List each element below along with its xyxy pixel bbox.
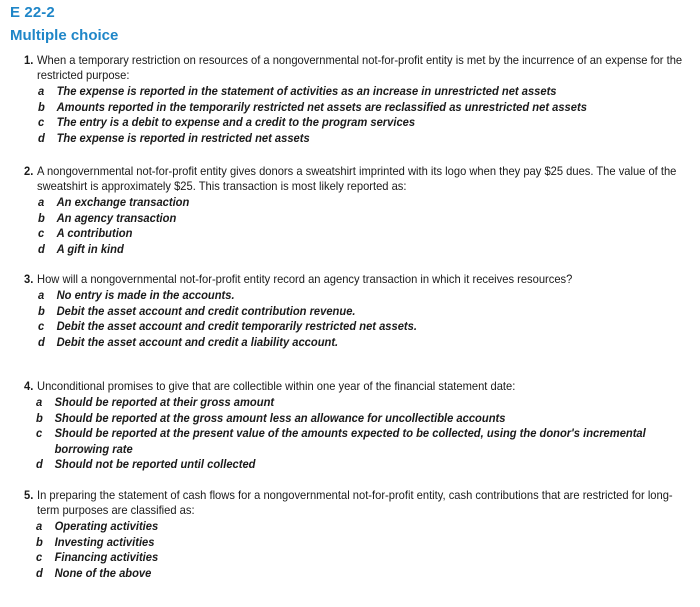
- answer-option-a: [36, 395, 687, 411]
- question-text: Unconditional promises to give that are collectible within one year of the financial statement date:: [37, 379, 516, 393]
- option-text: Should be reported at their gross amount: [54, 395, 275, 409]
- answer-options: [36, 395, 692, 473]
- answer-options: [38, 288, 692, 350]
- question-4: [24, 379, 692, 473]
- question-1: [24, 53, 692, 146]
- option-text: The entry is a debit to expense and a credit to the program services: [56, 115, 416, 129]
- answer-option-a: [38, 288, 689, 304]
- answer-option-c: [38, 226, 689, 242]
- option-letter: d: [38, 334, 45, 349]
- option-letter: a: [38, 84, 45, 98]
- option-text: An agency transaction: [56, 210, 177, 225]
- exercise-id: E 22-2: [10, 4, 55, 21]
- question-text: In preparing the statement of cash flows for a nongovernmental not-for-profit entity, cash contributions that are restricted for long-term purposes are classified as:: [37, 488, 673, 517]
- question-number: 5.: [24, 488, 34, 502]
- option-text: An exchange transaction: [56, 195, 190, 209]
- answer-option-c: [36, 426, 687, 457]
- section-title: Multiple choice: [10, 27, 119, 44]
- option-letter: d: [36, 457, 43, 471]
- option-text: A gift in kind: [56, 241, 124, 256]
- answer-option-a: [36, 519, 687, 535]
- option-letter: d: [38, 130, 45, 145]
- option-letter: d: [36, 565, 43, 580]
- question-stem: [24, 53, 692, 83]
- answer-option-c: [38, 319, 689, 335]
- option-letter: c: [36, 426, 43, 440]
- question-2: [24, 164, 692, 257]
- question-number: 2.: [24, 164, 34, 178]
- answer-options: [38, 84, 692, 146]
- answer-option-b: [36, 535, 687, 551]
- option-letter: b: [38, 210, 45, 225]
- option-text: No entry is made in the accounts.: [56, 288, 235, 302]
- option-text: The expense is reported in restricted net assets: [56, 130, 310, 145]
- option-text: Investing activities: [54, 534, 155, 549]
- question-stem: [24, 272, 692, 287]
- question-stem: [24, 164, 692, 194]
- option-text: Amounts reported in the temporarily restricted net assets are reclassified as unrestricted net assets: [56, 99, 587, 114]
- answer-option-d: [36, 457, 687, 473]
- answer-option-b: [38, 211, 689, 227]
- option-letter: b: [36, 410, 43, 425]
- question-text: A nongovernmental not-for-profit entity gives donors a sweatshirt imprinted with its logo when they pay $25 dues. The value of the sweatshirt is approximately $25. This transaction is most likely reported as:: [37, 164, 677, 193]
- option-text: Operating activities: [54, 519, 159, 533]
- answer-option-d: [38, 335, 689, 351]
- option-text: The expense is reported in the statement of activities as an increase in unrestricted net assets: [56, 84, 557, 98]
- answer-option-b: [38, 100, 689, 116]
- answer-option-d: [38, 131, 689, 147]
- option-text: Debit the asset account and credit contribution revenue.: [56, 303, 356, 318]
- option-text: Debit the asset account and credit temporarily restricted net assets.: [56, 319, 417, 333]
- question-text: When a temporary restriction on resources of a nongovernmental not-for-profit entity is met by the incurrence of an expense for the restricted purpose:: [37, 53, 683, 82]
- option-text: A contribution: [56, 226, 133, 240]
- answer-option-b: [38, 304, 689, 320]
- question-5: [24, 488, 692, 581]
- option-letter: b: [36, 534, 43, 549]
- answer-option-a: [38, 84, 689, 100]
- option-text: Debit the asset account and credit a liability account.: [56, 334, 339, 349]
- answer-option-c: [36, 550, 687, 566]
- question-number: 3.: [24, 272, 34, 286]
- option-text: Should be reported at the present value of the amounts expected to be collected, using the donor's incremental borrowing rate: [54, 426, 646, 456]
- question-stem: [24, 379, 692, 394]
- question-3: [24, 272, 692, 350]
- option-letter: b: [38, 99, 45, 114]
- answer-option-b: [36, 411, 687, 427]
- question-number: 1.: [24, 53, 34, 67]
- option-text: None of the above: [54, 565, 152, 580]
- answer-options: [36, 519, 692, 581]
- option-letter: b: [38, 303, 45, 318]
- option-text: Should not be reported until collected: [54, 457, 256, 471]
- answer-option-a: [38, 195, 689, 211]
- option-letter: a: [36, 519, 43, 533]
- option-letter: c: [38, 226, 45, 240]
- option-letter: a: [38, 195, 45, 209]
- question-stem: [24, 488, 692, 518]
- question-number: 4.: [24, 379, 34, 393]
- option-letter: a: [38, 288, 45, 302]
- option-letter: c: [36, 550, 43, 564]
- answer-option-c: [38, 115, 689, 131]
- option-text: Financing activities: [54, 550, 159, 564]
- option-text: Should be reported at the gross amount less an allowance for uncollectible accounts: [54, 410, 506, 425]
- question-text: How will a nongovernmental not-for-profit entity record an agency transaction in which it receives resources?: [37, 272, 573, 286]
- option-letter: c: [38, 319, 45, 333]
- answer-option-d: [36, 566, 687, 582]
- answer-options: [38, 195, 692, 257]
- option-letter: d: [38, 241, 45, 256]
- answer-option-d: [38, 242, 689, 258]
- option-letter: c: [38, 115, 45, 129]
- option-letter: a: [36, 395, 43, 409]
